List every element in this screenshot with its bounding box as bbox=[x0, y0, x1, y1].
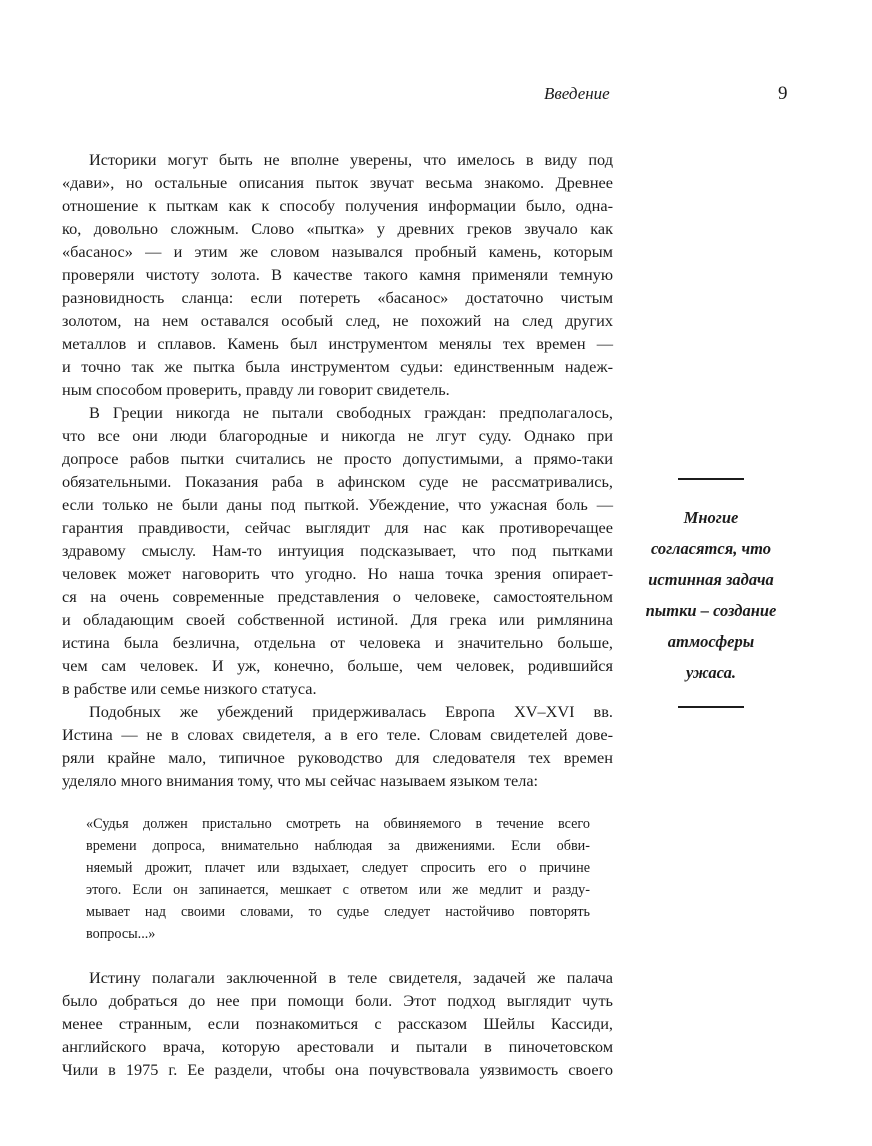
text-line: если только не были даны под пыткой. Убеждение, что ужасная боль — bbox=[62, 495, 613, 514]
text-line: Истина — не в словах свидетеля, а в его теле. Словам свидетелей дове- bbox=[62, 725, 613, 744]
running-head bbox=[0, 84, 872, 108]
main-text bbox=[62, 148, 613, 1081]
pull-quote-sidebar bbox=[636, 478, 786, 708]
top-rule bbox=[678, 478, 744, 480]
text-line: английского врача, которую арестовали и пытали в пиночетовском bbox=[62, 1037, 613, 1056]
text-line: истина была безлична, отдельна от человека и значительно больше, bbox=[62, 633, 613, 652]
paragraph-3 bbox=[62, 700, 613, 792]
text-line: чем сам человек. И уж, конечно, больше, чем человек, родившийся bbox=[62, 656, 613, 675]
pull-quote-line: Многие bbox=[683, 508, 739, 527]
quote-line: «Судья должен пристально смотреть на обвиняемого в течение всего bbox=[86, 816, 590, 832]
text-line: что все они люди благородные и никогда не лгут суду. Однако при bbox=[62, 426, 613, 445]
text-line: Чили в 1975 г. Ее раздели, чтобы она почувствовала уязвимость своего bbox=[62, 1060, 613, 1079]
text-line: менее странным, если познакомиться с рассказом Шейлы Кассиди, bbox=[62, 1014, 613, 1033]
bottom-rule bbox=[678, 706, 744, 708]
text-line: ся на очень современные представления о человеке, самостоятельном bbox=[62, 587, 613, 606]
text-line: отношение к пыткам как к способу получения информации было, одна- bbox=[62, 196, 613, 215]
text-line: ряли крайне мало, типичное руководство для следователя тех времен bbox=[62, 748, 613, 767]
text-line: металлов и сплавов. Камень был инструментом менялы тех времен — bbox=[62, 334, 613, 353]
text-line: в рабстве или семье низкого статуса. bbox=[62, 679, 317, 698]
pull-quote-line: истинная задача bbox=[648, 570, 774, 589]
text-line: и обладающим своей собственной истиной. Для грека или римлянина bbox=[62, 610, 613, 629]
text-line: и точно так же пытка была инструментом судьи: единственным надеж- bbox=[62, 357, 613, 376]
text-line: обязательными. Показания раба в афинском суде не рассматривались, bbox=[62, 472, 613, 491]
text-line: проверяли чистоту золота. В качестве такого камня применяли темную bbox=[62, 265, 613, 284]
text-line: «басанос» — и этим же словом назывался пробный камень, которым bbox=[62, 242, 613, 261]
quote-line: вопросы...» bbox=[86, 926, 156, 942]
quote-line: времени допроса, внимательно наблюдая за движениями. Если обви- bbox=[86, 838, 590, 854]
pull-quote-line: пытки – создание bbox=[645, 601, 777, 620]
quote-line: этого. Если он запинается, мешкает с ответом или же медлит и разду- bbox=[86, 882, 590, 898]
text-line: ным способом проверить, правду ли говорит свидетель. bbox=[62, 380, 450, 399]
text-line: разновидность сланца: если потереть «басанос» достаточно чистым bbox=[62, 288, 613, 307]
text-line: гарантия правдивости, сейчас выглядит для нас как противоречащее bbox=[62, 518, 613, 537]
quote-line: мывает над своими словами, то судье следует настойчиво повторять bbox=[86, 904, 590, 920]
pull-quote-line: согласятся, что bbox=[650, 539, 771, 558]
text-line: человек может наговорить что угодно. Но наша точка зрения опирает- bbox=[62, 564, 613, 583]
block-quote bbox=[62, 813, 590, 945]
text-line: уделяло много внимания тому, что мы сейчас называем языком тела: bbox=[62, 771, 539, 790]
text-line: Подобных же убеждений придерживалась Европа XV–XVI вв. bbox=[89, 702, 613, 721]
page-number: 9 bbox=[778, 83, 788, 104]
text-line: ко, довольно сложным. Слово «пытка» у древних греков звучало как bbox=[62, 219, 613, 238]
text-line: Истину полагали заключенной в теле свидетеля, задачей же палача bbox=[89, 968, 613, 987]
text-line: было добраться до нее при помощи боли. Этот подход выглядит чуть bbox=[62, 991, 613, 1010]
pull-quote bbox=[636, 502, 786, 688]
paragraph-4 bbox=[62, 966, 613, 1081]
pull-quote-line: ужаса. bbox=[686, 663, 736, 682]
paragraph-2 bbox=[62, 401, 613, 700]
text-line: допросе рабов пытки считались не просто допустимыми, а прямо-таки bbox=[62, 449, 613, 468]
pull-quote-line: атмосферы bbox=[667, 632, 755, 651]
text-line: «дави», но остальные описания пыток звучат весьма знакомо. Древнее bbox=[62, 173, 613, 192]
paragraph-1 bbox=[62, 148, 613, 401]
quote-line: няемый дрожит, плачет или вздыхает, следует спросить его о причине bbox=[86, 860, 590, 876]
section-title: Введение bbox=[544, 84, 610, 103]
text-line: Историки могут быть не вполне уверены, что имелось в виду под bbox=[89, 150, 613, 169]
text-line: золотом, на нем оставался особый след, не похожий на след других bbox=[62, 311, 613, 330]
text-line: В Греции никогда не пытали свободных граждан: предполагалось, bbox=[89, 403, 613, 422]
text-line: здравому смыслу. Нам-то интуиция подсказывает, что под пытками bbox=[62, 541, 613, 560]
